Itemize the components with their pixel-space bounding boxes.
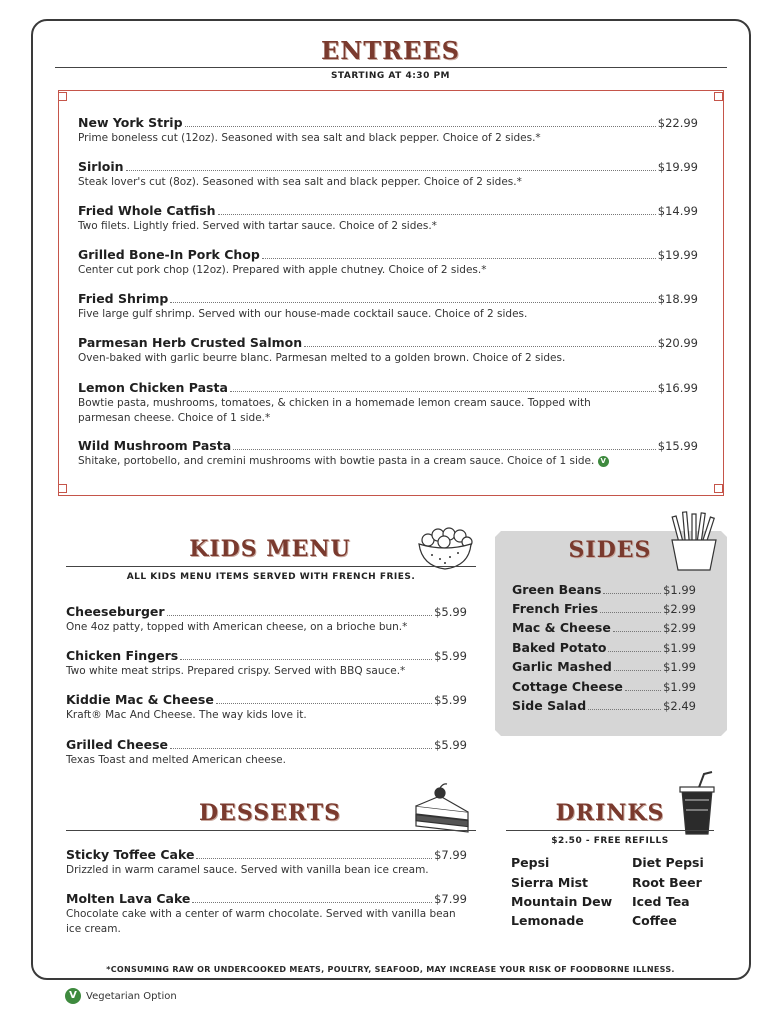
item-name: Chicken Fingers: [66, 648, 179, 663]
drink-item: Pepsi: [511, 855, 550, 870]
drink-item: Coffee: [632, 913, 677, 928]
desserts-rule: [66, 830, 476, 831]
drink-item: Sierra Mist: [511, 875, 589, 890]
item-name: Fried Shrimp: [78, 291, 169, 306]
sides-title: SIDES: [568, 537, 652, 563]
box-corner: [58, 484, 67, 493]
dessert-item: [66, 891, 467, 937]
item-price: $2.49: [663, 699, 696, 713]
popcorn-bowl-icon: [414, 522, 476, 572]
item-name: Wild Mushroom Pasta: [78, 438, 232, 453]
kids-rule: [66, 566, 476, 567]
kids-item: [66, 648, 467, 679]
item-price: $1.99: [663, 660, 696, 674]
item-name: Side Salad: [512, 698, 587, 713]
item-price: $7.99: [434, 892, 467, 906]
item-name: Lemon Chicken Pasta: [78, 380, 228, 395]
side-item: [512, 698, 696, 713]
item-desc: Steak lover's cut (8oz). Seasoned with sea salt and black pepper. Choice of 2 sides.*: [78, 176, 522, 188]
item-price: $2.99: [663, 621, 696, 635]
item-name: Cottage Cheese: [512, 679, 623, 694]
entree-item: [78, 335, 698, 366]
item-price: $16.99: [657, 381, 698, 395]
kids-item: [66, 604, 467, 635]
item-desc: Drizzled in warm caramel sauce. Served with vanilla bean ice cream.: [66, 864, 429, 876]
item-price: $14.99: [657, 204, 698, 218]
dessert-item: [66, 847, 467, 878]
entree-item: [78, 438, 698, 469]
item-desc: Oven-baked with garlic beurre blanc. Parmesan melted to a golden brown. Choice of 2 sides.: [78, 352, 566, 364]
desserts-title: DESSERTS: [198, 800, 342, 826]
item-name: Parmesan Herb Crusted Salmon: [78, 335, 303, 350]
item-price: $5.99: [434, 738, 467, 752]
side-item: [512, 659, 696, 674]
drink-item: Diet Pepsi: [632, 855, 704, 870]
item-desc: Five large gulf shrimp. Served with our house-made cocktail sauce. Choice of 2 sides.: [78, 308, 528, 320]
item-name: New York Strip: [78, 115, 183, 130]
item-name: Baked Potato: [512, 640, 607, 655]
item-name: Sticky Toffee Cake: [66, 847, 195, 862]
drink-item: Iced Tea: [632, 894, 690, 909]
item-name: Mac & Cheese: [512, 620, 611, 635]
vegetarian-icon: V: [598, 456, 609, 467]
drink-item: Mountain Dew: [511, 894, 613, 909]
entrees-rule: [55, 67, 727, 68]
item-name: Green Beans: [512, 582, 602, 597]
drinks-subtitle: $2.50 - FREE REFILLS: [551, 836, 669, 846]
kids-item: [66, 692, 467, 723]
entree-item: [78, 247, 698, 278]
item-desc: Kraft® Mac And Cheese. The way kids love it.: [66, 709, 307, 721]
item-desc: Center cut pork chop (12oz). Prepared with apple chutney. Choice of 2 sides.*: [78, 264, 487, 276]
item-price: $7.99: [434, 848, 467, 862]
item-name: French Fries: [512, 601, 599, 616]
drinks-title: DRINKS: [555, 800, 665, 826]
item-price: $15.99: [657, 439, 698, 453]
drinks-rule: [506, 830, 714, 831]
item-name: Grilled Cheese: [66, 737, 169, 752]
item-name: Fried Whole Catfish: [78, 203, 216, 218]
entrees-subtitle: STARTING AT 4:30 PM: [330, 71, 451, 81]
item-price: $1.99: [663, 583, 696, 597]
item-price: $19.99: [657, 160, 698, 174]
side-item: [512, 620, 696, 635]
item-desc: Shitake, portobello, and cremini mushrooms with bowtie pasta in a cream sauce. Choice of 1 side.: [78, 455, 595, 467]
drink-item: Lemonade: [511, 913, 584, 928]
item-name: Cheeseburger: [66, 604, 165, 619]
item-price: $22.99: [657, 116, 698, 130]
item-name: Kiddie Mac & Cheese: [66, 692, 214, 707]
vegetarian-legend: [65, 988, 177, 1004]
item-price: $2.99: [663, 602, 696, 616]
vegetarian-icon: V: [65, 988, 81, 1004]
item-price: $1.99: [663, 680, 696, 694]
box-corner: [58, 92, 67, 101]
foodborne-illness-footnote: *CONSUMING RAW OR UNDERCOOKED MEATS, POULTRY, SEAFOOD, MAY INCREASE YOUR RISK OF FOODBORNE ILLNESS.: [106, 965, 675, 974]
item-price: $5.99: [434, 649, 467, 663]
entree-item: [78, 380, 698, 426]
box-corner: [714, 92, 723, 101]
item-name: Sirloin: [78, 159, 124, 174]
item-price: $20.99: [657, 336, 698, 350]
kids-subtitle: ALL KIDS MENU ITEMS SERVED WITH FRENCH FRIES.: [126, 572, 416, 582]
item-desc: Bowtie pasta, mushrooms, tomatoes, & chicken in a homemade lemon cream sauce. Topped with parmesan cheese. Choice of 1 side.*: [78, 397, 591, 424]
entree-item: [78, 159, 698, 190]
item-price: $1.99: [663, 641, 696, 655]
entree-item: [78, 115, 698, 146]
item-price: $18.99: [657, 292, 698, 306]
side-item: [512, 640, 696, 655]
item-desc: Prime boneless cut (12oz). Seasoned with sea salt and black pepper. Choice of 2 sides.*: [78, 132, 541, 144]
entree-item: [78, 291, 698, 322]
box-corner: [714, 484, 723, 493]
french-fries-icon: [664, 510, 724, 572]
item-name: Garlic Mashed: [512, 659, 612, 674]
item-desc: Two filets. Lightly fried. Served with tartar sauce. Choice of 2 sides.*: [78, 220, 437, 232]
item-desc: Texas Toast and melted American cheese.: [66, 754, 286, 766]
item-desc: Two white meat strips. Prepared crispy. Served with BBQ sauce.*: [66, 665, 406, 677]
item-desc: One 4oz patty, topped with American cheese, on a brioche bun.*: [66, 621, 408, 633]
kids-title: KIDS MENU: [189, 536, 351, 562]
legend-label: Vegetarian Option: [86, 990, 177, 1002]
drink-item: Root Beer: [632, 875, 702, 890]
kids-item: [66, 737, 467, 768]
item-name: Molten Lava Cake: [66, 891, 191, 906]
side-item: [512, 679, 696, 694]
item-price: $5.99: [434, 605, 467, 619]
entrees-title: ENTREES: [321, 36, 460, 65]
side-item: [512, 582, 696, 597]
side-item: [512, 601, 696, 616]
item-price: $19.99: [657, 248, 698, 262]
item-price: $5.99: [434, 693, 467, 707]
soda-cup-icon: [676, 770, 718, 836]
item-name: Grilled Bone-In Pork Chop: [78, 247, 260, 262]
item-desc: Chocolate cake with a center of warm chocolate. Served with vanilla bean ice cream.: [66, 908, 456, 935]
entree-item: [78, 203, 698, 234]
